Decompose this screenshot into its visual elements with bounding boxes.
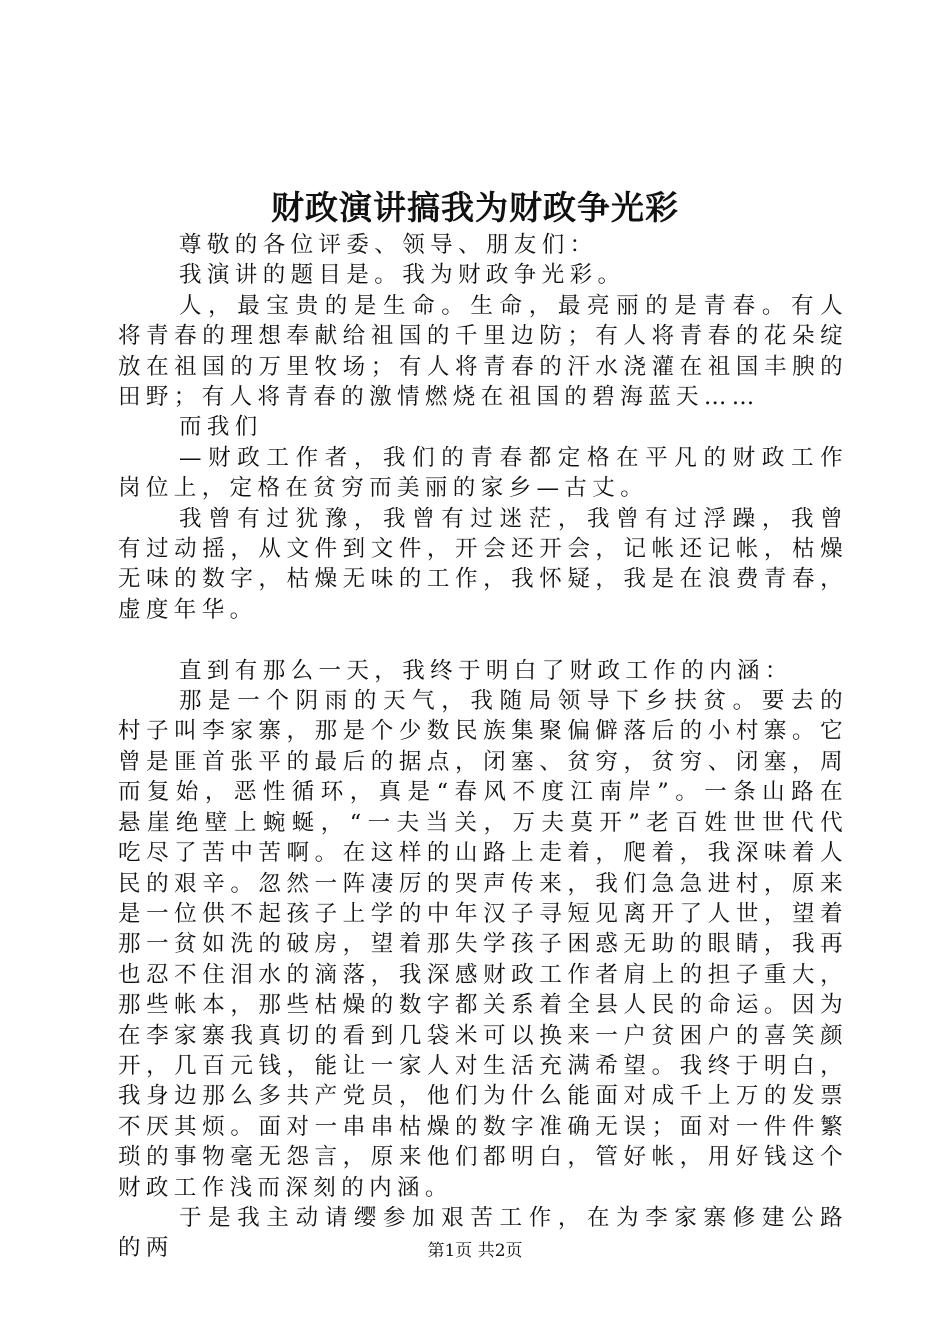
- paragraph-and-we: 而我们: [179, 414, 263, 441]
- paragraph-topic: 我演讲的题目是。我为财政争光彩。: [179, 262, 626, 289]
- paragraph-finance-workers: —财政工作者，我们的青春都定格在平凡的财政工作岗位上，定格在贫穷而美丽的家乡—古丈。: [118, 444, 848, 502]
- document-body: [118, 230, 848, 1264]
- paragraph-youth: 人，最宝贵的是生命。生命，最亮丽的是青春。有人将青春的理想奉献给祖国的千里边防；有人将青春的花朵绽放在祖国的万里牧场；有人将青春的汗水浇灌在祖国丰腴的田野；有人将青春的激情燃烧在祖国的碧海蓝天……: [118, 292, 848, 411]
- paragraph-continuation: 于是我主动请缨参加艰苦工作，在为李家寨修建公路的两: [118, 1204, 848, 1262]
- paragraph-realization: 直到有那么一天，我终于明白了财政工作的内涵：: [179, 657, 793, 684]
- paragraph-spacer: [118, 625, 848, 655]
- paragraph-story: 那是一个阴雨的天气，我随局领导下乡扶贫。要去的村子叫李家寨，那是个少数民族集聚偏僻落后的小村寨。它曾是匪首张平的最后的据点，闭塞、贫穷，贫穷、闭塞，周而复始，恶性循环，真是“春风不度江南岸”。一条山路在悬崖绝壁上蜿蜒，“一夫当关，万夫莫开”老百姓世世代代吃尽了苦中苦啊。在这样的山路上走着，爬着，我深味着人民的艰辛。忽然一阵凄厉的哭声传来，我们急急进村，原来是一位供不起孩子上学的中年汉子寻短见离开了人世，望着那一贫如洗的破房，望着那失学孩子困惑无助的眼睛，我再也忍不住泪水的滴落，我深感财政工作者肩上的担子重大，那些帐本，那些枯燥的数字都关系着全县人民的命运。因为在李家寨我真切的看到几袋米可以换来一户贫困户的喜笑颜开，几百元钱，能让一家人对生活充满希望。我终于明白，我身边那么多共产党员，他们为什么能面对成千上万的发票不厌其烦。面对一串串枯燥的数字准确无误；面对一件件繁琐的事物毫无怨言，原来他们都明白，管好帐，用好钱这个财政工作浅而深刻的内涵。: [118, 688, 848, 1201]
- paragraph-hesitation: 我曾有过犹豫，我曾有过迷茫，我曾有过浮躁，我曾有过动摇，从文件到文件，开会还开会，记帐还记帐，枯燥无味的数字，枯燥无味的工作，我怀疑，我是在浪费青春，虚度年华。: [118, 505, 848, 623]
- document-title: 财政演讲搞我为财政争光彩: [271, 188, 679, 227]
- page-footer: 第1页 共2页: [427, 1241, 523, 1261]
- paragraph-greeting: 尊敬的各位评委、领导、朋友们：: [179, 232, 598, 258]
